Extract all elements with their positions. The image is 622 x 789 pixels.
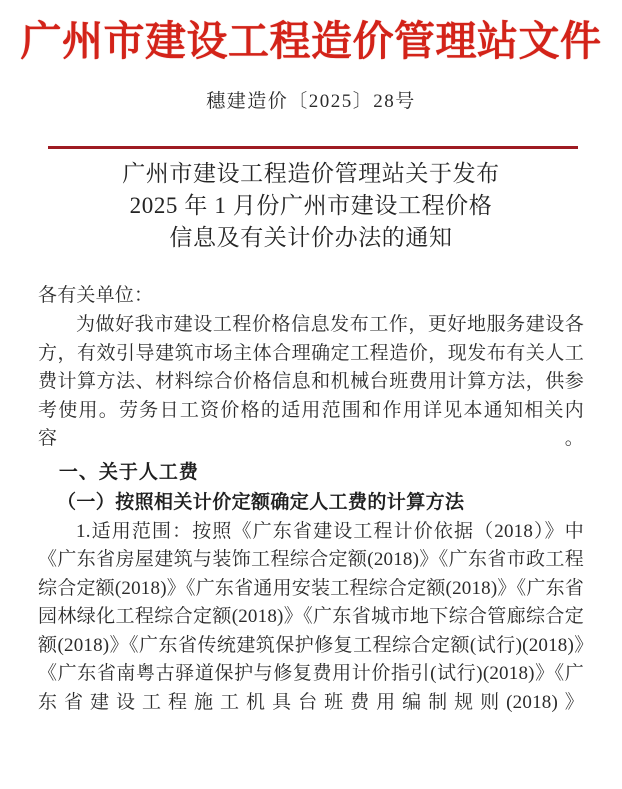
- masthead: [0, 0, 622, 114]
- subsection-heading-1: （一）按照相关计价定额确定人工费的计算方法: [57, 491, 465, 513]
- document-title-line-2: 2025 年 1 月份广州市建设工程价格: [129, 192, 493, 218]
- section-heading-1: 一、关于人工费: [58, 460, 199, 483]
- document-title-line-3: 信息及有关计价办法的通知: [169, 224, 453, 250]
- masthead-title: 广州市建设工程造价管理站文件: [20, 18, 602, 64]
- salutation: 各有关单位：: [38, 284, 154, 306]
- document-number: 穗建造价〔2025〕28号: [206, 91, 416, 113]
- body-paragraph-1: 为做好我市建设工程价格信息发布工作，更好地服务建设各方，有效引导建筑市场主体合理确定工程造价，现发布有关人工费计算方法、材料综合价格信息和机械台班费用计算方法，供参考使用。劳务日工资价格的适用范围和作用详见本通知相关内容。: [38, 314, 584, 450]
- document-title: [0, 158, 622, 254]
- document-title-line-1: 广州市建设工程造价管理站关于发布: [122, 160, 500, 186]
- masthead-divider: [48, 146, 578, 149]
- document-body: [38, 282, 584, 718]
- body-paragraph-2: 1.适用范围：按照《广东省建设工程计价依据（2018）》中《广东省房屋建筑与装饰工程综合定额(2018)》《广东省市政工程综合定额(2018)》《广东省通用安装工程综合定额(2018)》《广东省园林绿化工程综合定额(2018)》《广东省城市地下综合管廊综合定额(2018)》《广东省传统建筑保护修复工程综合定额(试行)(2018)》《广东省南粤古驿道保护与修复费用计价指引(试行)(2018)》《广东省建设工程施工机具台班费用编制规则(2018)》: [38, 520, 584, 713]
